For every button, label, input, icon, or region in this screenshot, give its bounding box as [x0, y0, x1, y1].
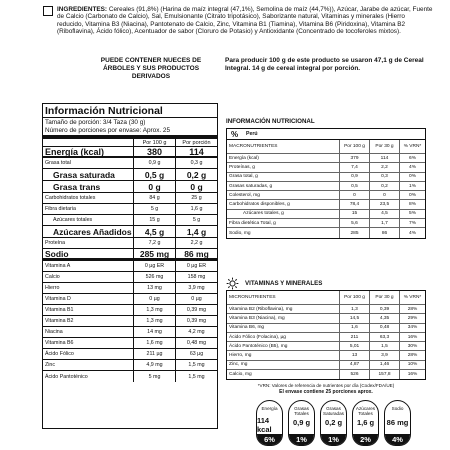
nf-row	[43, 272, 217, 283]
vitamin-value-30g: 0,48	[369, 324, 399, 332]
nf-label: Hierro	[45, 285, 60, 291]
nf-value: 4,2 mg	[175, 327, 217, 337]
peru-h-c2: Por 30 g	[369, 140, 399, 153]
nf-value: 2,2 g	[175, 238, 217, 248]
peru-value-30g: 0,3	[369, 173, 399, 181]
nf-value: 0 g	[133, 181, 175, 192]
gda-amount: 0,9 g	[292, 418, 311, 427]
peru-label: Sodio, mg	[229, 230, 251, 236]
nf-label: Ácido Pantoténico	[45, 373, 88, 380]
gda-badge	[288, 400, 315, 446]
nf-value: 0 µg ER	[133, 261, 175, 271]
nf-value: 5 mg	[133, 371, 175, 382]
gda-amount: 86 mg	[386, 418, 409, 427]
nf-value: 5 g	[133, 204, 175, 214]
gda-badge	[256, 400, 283, 446]
nf-value: 1,6 mg	[133, 338, 175, 348]
peru-row	[227, 228, 425, 237]
nf-serving-info	[43, 118, 217, 139]
peru-value-100g: 78,4	[339, 200, 369, 208]
nf-row	[43, 294, 217, 305]
nf-value: 1,5 mg	[175, 360, 217, 370]
gda-percent: 6%	[257, 434, 282, 445]
vitamin-label: Ácido Fólico (Folacina), µg	[229, 334, 286, 340]
gda-name: Grasas Totales	[294, 406, 309, 416]
nf-value: 5 g	[175, 215, 217, 225]
nf-row	[43, 261, 217, 272]
peru-row	[227, 210, 425, 219]
peru-value-vrn: 8%	[399, 200, 425, 208]
peru-label: Colesterol, mg	[229, 192, 260, 198]
peru-value-vrn: 7%	[399, 219, 425, 227]
vitamin-value-30g: 0,39	[369, 305, 399, 313]
gda-amount: 1,6 g	[356, 418, 375, 427]
vitamin-value-vrn: 30%	[399, 342, 425, 350]
peru-value-30g: 23,5	[369, 200, 399, 208]
nf-value: 1,3 mg	[133, 316, 175, 326]
peru-row	[227, 182, 425, 191]
peru-h-c1: Por 100 g	[339, 140, 369, 153]
vitamin-value-30g: 4,35	[369, 314, 399, 322]
nf-row	[43, 181, 217, 193]
gda-amount: 114 kcal	[257, 416, 272, 434]
nf-label: Vitamina D	[45, 296, 71, 302]
vitamin-value-30g: 157,8	[369, 370, 399, 379]
vitamin-row	[227, 333, 425, 342]
peru-value-vrn: 4%	[399, 228, 425, 237]
nf-label: Grasa trans	[53, 181, 101, 192]
nf-label: Energía (kcal)	[45, 146, 105, 157]
nf-row	[43, 305, 217, 316]
peru-value-vrn: 6%	[399, 154, 425, 162]
nf-value: 7,2 g	[133, 238, 175, 248]
nf-row-energy	[43, 147, 217, 158]
vitamin-value-100g: 14,5	[339, 314, 369, 322]
peru-header-row	[227, 140, 425, 154]
peru-label: Grasas saturadas, g	[229, 183, 273, 189]
nf-value: 0,39 mg	[175, 316, 217, 326]
peru-value-vrn: 4%	[399, 163, 425, 171]
gda-percent: 1%	[289, 434, 314, 445]
nf-value: 3,9 mg	[175, 283, 217, 293]
gda-name: Sodio	[391, 406, 404, 411]
gda-name: Energía	[261, 406, 278, 411]
peru-row	[227, 200, 425, 209]
nf-value: 0 µg	[133, 294, 175, 304]
vitamin-value-vrn: 16%	[399, 370, 425, 379]
vitamin-label: Vitamina B6, mg	[229, 325, 265, 331]
nf-value: 4,9 mg	[133, 360, 175, 370]
vitamin-label: Calcio, mg	[229, 372, 252, 378]
gda-name: Grasas Saturadas	[323, 406, 344, 416]
peru-value-30g: 0	[369, 191, 399, 199]
ingredients-text	[43, 6, 433, 36]
gda-badge	[352, 400, 379, 446]
nf-value: 15 g	[133, 215, 175, 225]
nf-value: 0 µg ER	[175, 261, 217, 271]
nf-row	[43, 238, 217, 249]
nf-label: Grasa saturada	[53, 169, 115, 180]
gda-amount: 0,2 g	[324, 418, 343, 427]
nf-value: 526 mg	[133, 272, 175, 282]
peru-label: Carbohidratos disponibles, g	[229, 202, 290, 208]
nf-label: Azúcares totales	[53, 217, 93, 223]
nf-value: 1,4 g	[175, 226, 217, 237]
nutrition-facts-panel	[42, 103, 218, 429]
peru-h-c3: % VRN*	[399, 140, 425, 153]
peru-value-100g: 0,5	[339, 182, 369, 190]
vitamin-row	[227, 342, 425, 351]
nf-value: 0 g	[175, 181, 217, 192]
nf-value: 380	[133, 147, 175, 156]
nf-value: 0,48 mg	[175, 338, 217, 348]
nf-value: 1,3 mg	[133, 305, 175, 315]
peru-row	[227, 191, 425, 200]
peru-row	[227, 219, 425, 228]
nf-label: Vitamina B2	[45, 318, 74, 324]
gda-badges	[256, 400, 411, 448]
vitamins-header-row	[227, 291, 425, 305]
nf-value: 211 µg	[133, 349, 175, 359]
vitamin-value-30g: 1,46	[369, 361, 399, 369]
nf-row	[43, 193, 217, 204]
nf-row	[43, 371, 217, 382]
nf-label: Fibra dietaria	[45, 206, 76, 212]
nf-value: 86 mg	[175, 249, 217, 258]
nf-row	[43, 215, 217, 226]
peru-value-100g: 5,6	[339, 219, 369, 227]
nf-row	[43, 169, 217, 181]
gda-badge	[320, 400, 347, 446]
nf-value: 0,3 g	[175, 158, 217, 168]
vitamins-panel	[226, 276, 426, 395]
nf-col2-header: Por porción	[175, 139, 217, 146]
servings-note: El envase contiene 25 porciones aprox.	[279, 389, 373, 396]
nf-label: Zinc	[45, 362, 56, 368]
vitamin-value-30g: 63,3	[369, 333, 399, 341]
sun-icon	[226, 277, 239, 290]
checkbox-icon	[43, 6, 53, 16]
vitamins-title: VITAMINAS Y MINERALES	[245, 279, 323, 287]
peru-value-100g: 15	[339, 210, 369, 218]
nf-value: 84 g	[133, 193, 175, 203]
peru-label: Fibra dietética Total, g	[229, 220, 276, 226]
vitamin-row	[227, 314, 425, 323]
vitamin-value-100g: 13	[339, 351, 369, 359]
nf-label: Proteína	[45, 240, 66, 246]
peru-label: Azúcares totales, g	[243, 211, 284, 217]
vitamin-row	[227, 324, 425, 333]
nf-col1-header: Por 100 g	[133, 139, 175, 146]
peru-value-vrn: 1%	[399, 182, 425, 190]
peru-value-30g: 0,2	[369, 182, 399, 190]
vitamin-value-vrn: 29%	[399, 314, 425, 322]
nf-label: Grasa total	[45, 160, 71, 166]
vm-h-c1: Por 100 g	[339, 291, 369, 304]
nf-row	[43, 158, 217, 169]
vm-h-c3: % VRN*	[399, 291, 425, 304]
gda-percent: 1%	[321, 434, 346, 445]
nf-row	[43, 204, 217, 215]
nf-label: Azúcares Añadidos	[53, 226, 132, 237]
nf-row	[43, 338, 217, 349]
peru-value-vrn: 5%	[399, 210, 425, 218]
peru-value-100g: 285	[339, 228, 369, 237]
vrn-footnote: *VRN: Valores de referencia de nutrientes por día (Codex/FDA/UE)	[257, 383, 395, 389]
nf-serving-size: Tamaño de porción: 3/4 Taza (30 g)	[45, 119, 146, 126]
vitamin-label: Ácido Pantoténico (B5), mg	[229, 343, 288, 349]
peru-country: Perú	[246, 131, 258, 137]
vitamins-footnote	[226, 383, 426, 395]
peru-value-30g: 1,7	[369, 219, 399, 227]
peru-value-100g: 0	[339, 191, 369, 199]
nf-row	[43, 349, 217, 360]
nf-label: Sodio	[45, 248, 69, 259]
nf-value: 285 mg	[133, 249, 175, 258]
nf-row	[43, 283, 217, 294]
vm-h-label: MICRONUTRIENTES	[229, 295, 276, 300]
vitamin-label: Zinc, mg	[229, 362, 248, 368]
peru-value-30g: 114	[369, 154, 399, 162]
peru-value-100g: 7,4	[339, 163, 369, 171]
nf-label: Niacina	[45, 329, 63, 335]
peru-row	[227, 163, 425, 172]
nf-row	[43, 327, 217, 338]
peru-label: Energía (kcal)	[229, 155, 259, 161]
peru-title: INFORMACIÓN NUTRICIONAL	[226, 118, 315, 125]
gda-badge	[384, 400, 411, 446]
gda-percent: 4%	[385, 434, 410, 445]
nf-row	[43, 226, 217, 238]
ingredients-label: INGREDIENTES:	[57, 6, 108, 13]
vitamin-value-vrn: 28%	[399, 351, 425, 359]
vitamin-value-vrn: 16%	[399, 333, 425, 341]
nf-title: Información Nutricional	[43, 104, 217, 118]
nf-value: 0,39 mg	[175, 305, 217, 315]
vitamin-value-30g: 3,9	[369, 351, 399, 359]
nf-row-sodium	[43, 249, 217, 261]
vitamin-row	[227, 370, 425, 379]
peru-h-label: MACRONUTRIENTES	[229, 144, 278, 149]
nf-value: 0,5 g	[133, 169, 175, 180]
vitamins-title-row	[226, 276, 426, 290]
vitamin-value-100g: 5,01	[339, 342, 369, 350]
nf-value: 158 mg	[175, 272, 217, 282]
peru-nutrition-panel	[226, 118, 426, 239]
whole-grain-note: Para producir 100 g de este producto se usaron 47,1 g de Cereal Integral. 14 g de cereal integral por porción.	[225, 57, 424, 72]
peru-value-100g: 379	[339, 154, 369, 162]
nf-label: Ácido Fólico	[45, 351, 74, 357]
vitamin-row	[227, 305, 425, 314]
nf-label: Vitamina B1	[45, 307, 74, 313]
peru-value-30g: 2,2	[369, 163, 399, 171]
nf-value: 63 µg	[175, 349, 217, 359]
vitamin-value-100g: 1,3	[339, 305, 369, 313]
percent-icon: %	[230, 129, 239, 139]
vm-h-c2: Por 30 g	[369, 291, 399, 304]
nf-row	[43, 360, 217, 371]
peru-row	[227, 173, 425, 182]
peru-label: Proteínas, g	[229, 164, 255, 170]
peru-table	[226, 139, 426, 239]
ingredients-list: Cereales (91,8%) (Harina de maíz integral (47,1%), Semolina de maíz (44,7%)), Azúcar, Jarabe de azúcar, Fuente de Calcio (Carbonato de Calcio), Sal, Emulsionante (Citrato tripotásico), Saborizante natural, Vitaminas y minerales (Hierro reducido, Vitamina B3 (Niacina), Pantotenato de Calcio, Zinc, Vitamina B1 (Tiamina), Vitamina B6 (Piridoxina), Vitamina B2 (Riboflavina), Ácido fólico), Acentuador de sabor (Cloruro de Potasio) y Antioxidante (Concentrado de tocoferoles mixtos).	[57, 6, 433, 36]
gda-percent: 2%	[353, 434, 378, 445]
gda-name: Azúcares Totales	[355, 406, 376, 416]
nf-value: 0,2 g	[175, 169, 217, 180]
nf-value: 0,9 g	[133, 158, 175, 168]
ingredients-block	[43, 6, 433, 52]
nf-value: 0 µg	[175, 294, 217, 304]
allergen-warning: PUEDE CONTENER NUECES DE ÁRBOLES Y SUS PRODUCTOS DERIVADOS	[100, 57, 202, 80]
nf-value: 1,5 mg	[175, 371, 217, 382]
nf-label: Carbohidratos totales	[45, 195, 96, 201]
vitamin-value-vrn: 28%	[399, 305, 425, 313]
vitamin-value-100g: 1,6	[339, 324, 369, 332]
nf-value: 1,6 g	[175, 204, 217, 214]
peru-value-vrn: 0%	[399, 191, 425, 199]
vitamin-row	[227, 351, 425, 360]
vitamin-label: Hierro, mg	[229, 353, 252, 359]
nf-value: 13 mg	[133, 283, 175, 293]
vitamin-label: Vitamina B3 (Niacina), mg	[229, 315, 285, 321]
peru-country-tab	[226, 128, 426, 139]
peru-value-100g: 0,9	[339, 173, 369, 181]
vitamin-value-100g: 4,87	[339, 361, 369, 369]
vitamin-row	[227, 361, 425, 370]
vitamin-value-100g: 526	[339, 370, 369, 379]
vitamin-value-vrn: 10%	[399, 361, 425, 369]
peru-value-30g: 86	[369, 228, 399, 237]
vitamin-value-30g: 1,5	[369, 342, 399, 350]
nf-servings-count: Número de porciones por envase: Aprox. 25	[45, 126, 171, 134]
nf-value: 14 mg	[133, 327, 175, 337]
peru-value-vrn: 0%	[399, 173, 425, 181]
nf-label: Vitamina A	[45, 263, 71, 269]
nf-value: 4,5 g	[133, 226, 175, 237]
nf-value: 114	[175, 147, 217, 156]
nf-label: Calcio	[45, 274, 60, 280]
nf-value: 25 g	[175, 193, 217, 203]
peru-label: Grasa total, g	[229, 174, 258, 180]
vitamin-label: Vitamina B2 (Riboflavina), mg	[229, 306, 293, 312]
nf-label: Vitamina B6	[45, 340, 74, 346]
vitamin-value-100g: 211	[339, 333, 369, 341]
vitamin-value-vrn: 34%	[399, 324, 425, 332]
vitamins-table	[226, 290, 426, 380]
peru-value-30g: 4,5	[369, 210, 399, 218]
peru-row	[227, 154, 425, 163]
nf-row	[43, 316, 217, 327]
